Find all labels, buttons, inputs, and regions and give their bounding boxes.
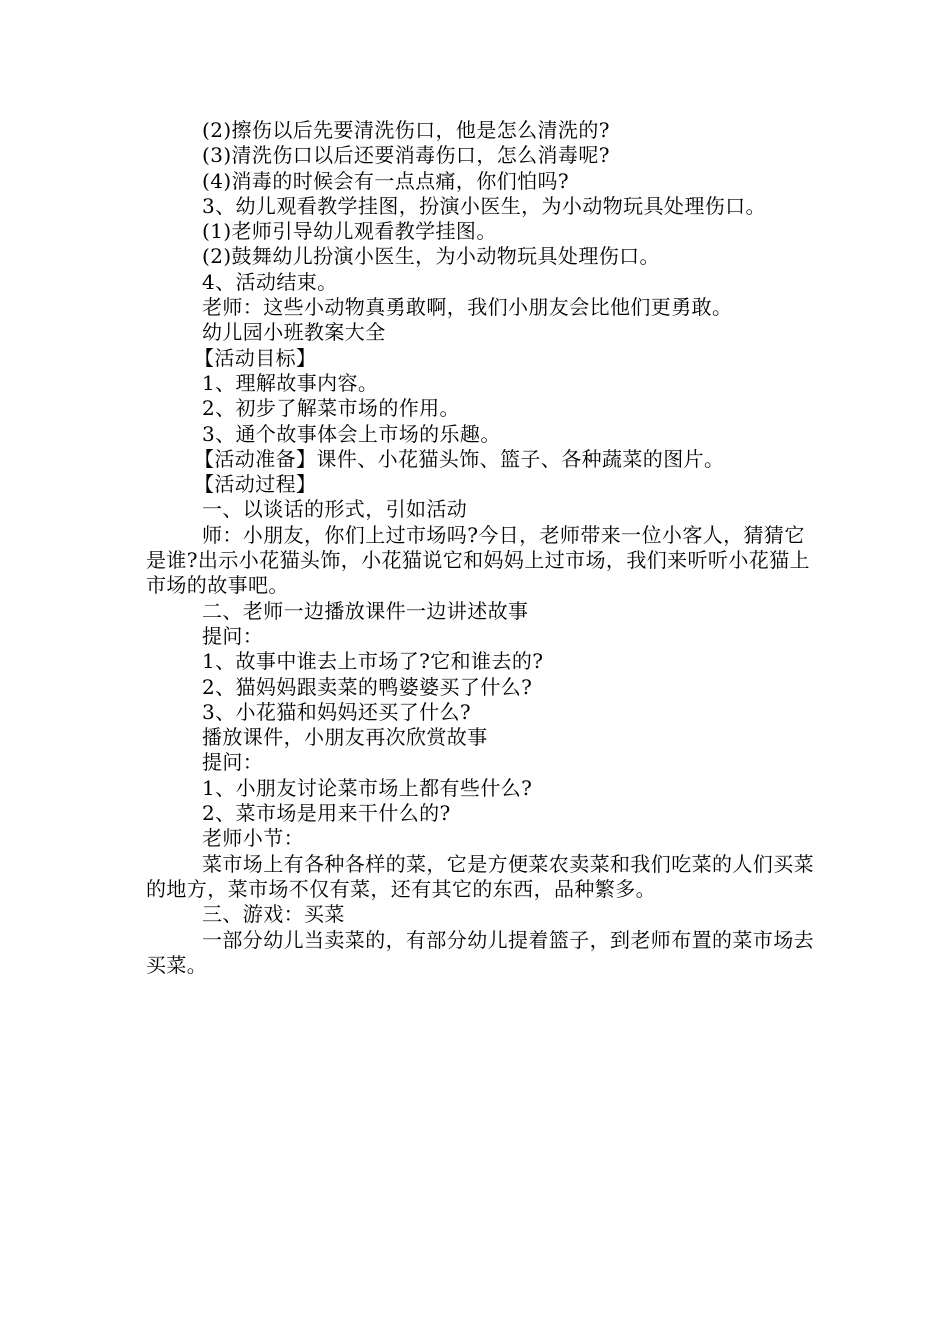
section-title: 幼儿园小班教案大全 xyxy=(202,320,386,345)
section-heading: 【活动过程】 xyxy=(194,472,317,497)
section-heading: 【活动目标】 xyxy=(194,345,317,370)
text-line: 提问： xyxy=(202,623,264,648)
text-line: 2、初步了解菜市场的作用。 xyxy=(202,396,460,421)
text-line: 三、游戏：买菜 xyxy=(202,902,345,927)
text-line: 提问： xyxy=(202,750,264,775)
text-line: 4、活动结束。 xyxy=(202,269,338,294)
paragraph: 菜市场上有各种各样的菜，它是方便菜农卖菜和我们吃菜的人们买菜的地方，菜市场不仅有菜，还有其它的东西，品种繁多。 xyxy=(146,851,814,901)
text-line: 3、通个故事体会上市场的乐趣。 xyxy=(202,421,501,446)
text-line: (4)消毒的时候会有一点点痛，你们怕吗? xyxy=(202,168,570,193)
text-line: 1、故事中谁去上市场了?它和谁去的? xyxy=(202,649,544,674)
text-line: 二、老师一边播放课件一边讲述故事 xyxy=(202,598,529,623)
paragraph: 师：小朋友，你们上过市场吗?今日，老师带来一位小客人，猜猜它是谁?出示小花猫头饰，小花猫说它和妈妈上过市场，我们来听听小花猫上市场的故事吧。 xyxy=(146,522,810,598)
text-line: 2、菜市场是用来干什么的? xyxy=(202,801,451,826)
text-line: 播放课件，小朋友再次欣赏故事 xyxy=(202,725,488,750)
text-line: (1)老师引导幼儿观看教学挂图。 xyxy=(202,219,497,244)
paragraph: 一部分幼儿当卖菜的，有部分幼儿提着篮子，到老师布置的菜市场去买菜。 xyxy=(146,927,814,977)
text-line: 2、猫妈妈跟卖菜的鸭婆婆买了什么? xyxy=(202,674,533,699)
text-line: 1、理解故事内容。 xyxy=(202,370,379,395)
section-heading: 【活动准备】课件、小花猫头饰、篮子、各种蔬菜的图片。 xyxy=(194,446,725,471)
text-line: 3、幼儿观看教学挂图，扮演小医生，为小动物玩具处理伤口。 xyxy=(202,193,766,218)
document-page xyxy=(146,118,814,978)
text-line: 老师小节： xyxy=(202,826,304,851)
text-line: 一、以谈话的形式，引如活动 xyxy=(202,497,468,522)
text-line: 1、小朋友讨论菜市场上都有些什么? xyxy=(202,775,533,800)
text-line: 老师：这些小动物真勇敢啊，我们小朋友会比他们更勇敢。 xyxy=(202,295,733,320)
text-line: (3)清洗伤口以后还要消毒伤口，怎么消毒呢? xyxy=(202,143,610,168)
text-line: 3、小花猫和妈妈还买了什么? xyxy=(202,699,472,724)
text-line: (2)擦伤以后先要清洗伤口，他是怎么清洗的? xyxy=(202,118,610,142)
text-line: (2)鼓舞幼儿扮演小医生，为小动物玩具处理伤口。 xyxy=(202,244,660,269)
